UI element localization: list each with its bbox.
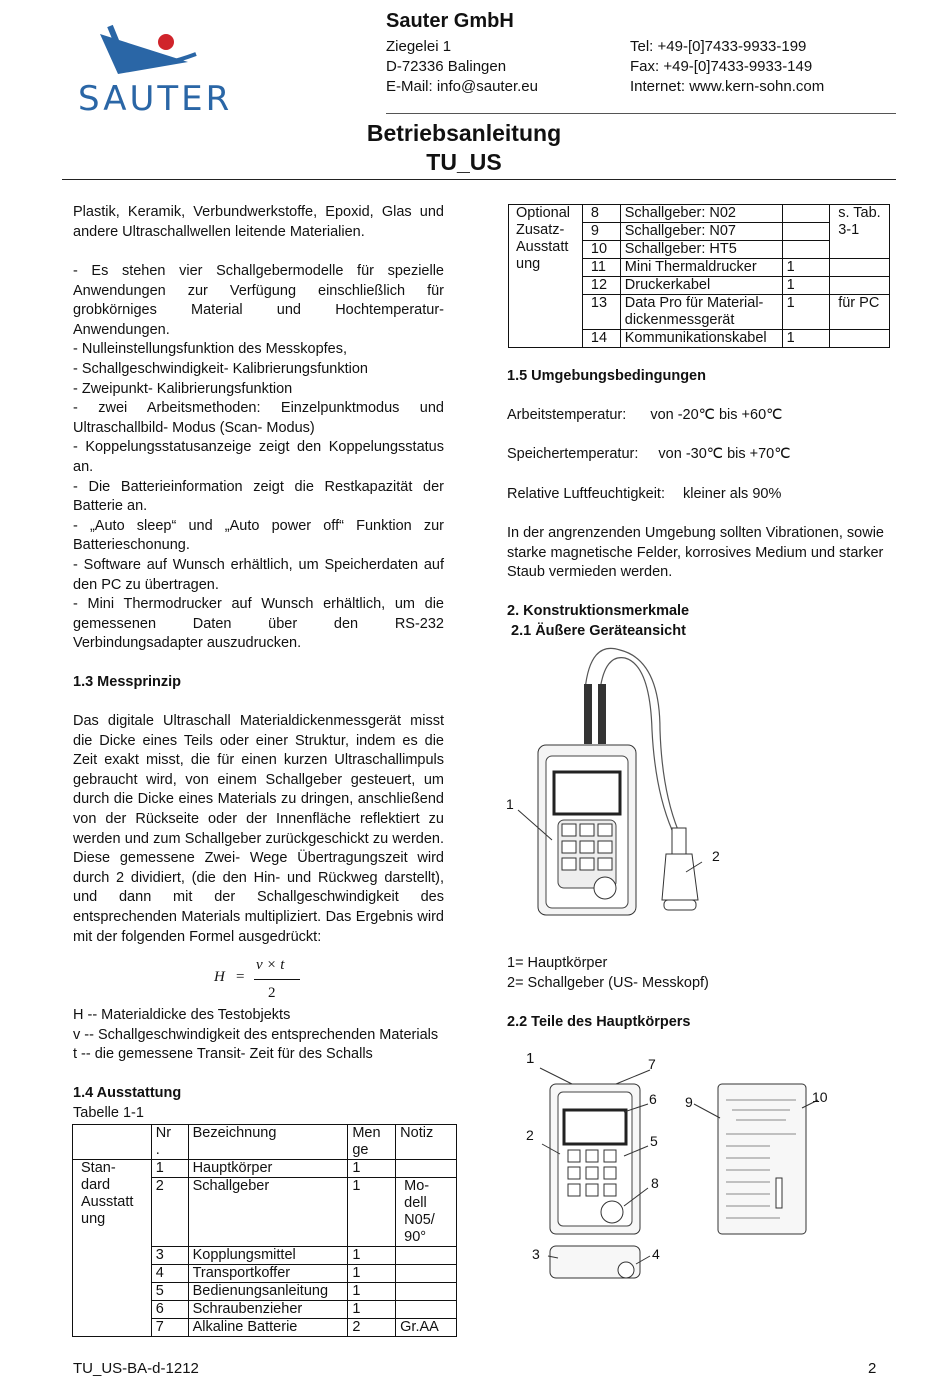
table-cell: 1: [348, 1178, 396, 1247]
table-cell: Kopplungsmittel: [188, 1247, 348, 1265]
table-cell: Schallgeber: HT5: [620, 241, 782, 259]
formula-numerator: v × t: [256, 957, 285, 973]
table-cell: Transportkoffer: [188, 1265, 348, 1283]
list-item: - Es stehen vier Schallgebermodelle für spezielle Anwendungen zur Verfügung einschließlich für grobkörniges Material und Hochtemperatur-Anwendungen.: [73, 263, 444, 338]
table-cell: 1: [782, 295, 830, 330]
page-subtitle: TU_US: [426, 149, 502, 175]
env-note: In der angrenzenden Umgebung sollten Vibrationen, sowie starke magnetische Felder, korrosives Medium und starker Staub vermieden werden.: [507, 525, 884, 581]
list-item: - Software auf Wunsch erhältlich, um Speicherdaten auf den PC zu übertragen.: [73, 556, 444, 593]
env-label: Relative Luftfeuchtigkeit:: [507, 486, 665, 502]
table-row: [509, 205, 890, 223]
table-cell: Hauptkörper: [188, 1160, 348, 1178]
table-cell: 6: [151, 1301, 188, 1319]
thickness-gauge-illustration: [500, 640, 740, 920]
table-cell: 1: [348, 1247, 396, 1265]
table-cell: Schraubenzieher: [188, 1301, 348, 1319]
address-line: Ziegelei 1: [386, 38, 452, 55]
fraction-bar: [254, 979, 300, 980]
list-item: - Schallgeschwindigkeit- Kalibrierungsfunktion: [73, 360, 368, 377]
figure-callout: 4: [652, 1246, 660, 1262]
table-cell: 2: [348, 1319, 396, 1337]
list-item: - Die Batterieinformation zeigt die Restkapazität der Batterie an.: [73, 478, 444, 515]
figure-callout: 2: [526, 1127, 534, 1143]
figure-callout: 3: [532, 1246, 540, 1262]
figure-callout: 5: [650, 1133, 658, 1149]
table-cell: Schallgeber: N02: [620, 205, 782, 223]
env-value: von -20℃ bis +60℃: [650, 407, 783, 423]
table-cell: 1: [151, 1160, 188, 1178]
header-rule: [386, 113, 896, 114]
table-caption: Tabelle 1-1: [73, 1105, 144, 1121]
list-item: - Nulleinstellungsfunktion des Messkopfes,: [73, 341, 348, 358]
optional-equipment-table: [508, 204, 890, 348]
table-cell: 3: [151, 1247, 188, 1265]
table-cell: Druckerkabel: [620, 277, 782, 295]
section-heading: 1.3 Messprinzip: [73, 674, 181, 690]
table-cell: 12: [582, 277, 620, 295]
section-paragraph: Das digitale Ultraschall Materialdickenmessgerät misst die Dicke eines Teils oder einer Struktur, indem es die Zeit exakt misst, die für einen kurzen Ultraschallimpuls gebraucht wird, von einem Schallgeber gesteuert, um durch die Dicke eines Materials zu dringen, anschließend von der Rückseite oder der Innenfläche reflektiert zu werden und zum Schallgeber zurückgeschickt zu werden. Diese gemessene Zwei- Wege Übertragungszeit wird durch 2 dividiert, (die den Hin- und Rückweg darstellt), und dann mit der Schallgeschwindigkeit des entsprechenden Materials multipliziert. Das Ergebnis wird mit der folgenden Formel ausgedrückt:: [73, 713, 444, 945]
table-header-cell: Bezeichnung: [188, 1125, 348, 1160]
page-number: 2: [868, 1360, 877, 1377]
section-heading: 1.5 Umgebungsbedingungen: [507, 368, 706, 384]
table-cell: [830, 330, 890, 348]
table-cell: 1: [782, 330, 830, 348]
list-item: - Zweipunkt- Kalibrierungsfunktion: [73, 380, 293, 397]
list-item: - „Auto sleep“ und „Auto power off“ Funktion zur Batterieschonung.: [73, 517, 444, 554]
env-label: Speichertemperatur:: [507, 446, 639, 462]
intro-paragraph: Plastik, Keramik, Verbundwerkstoffe, Epoxid, Glas und andere Ultraschallwellen leitende Materialien.: [73, 204, 444, 240]
table-cell: [782, 205, 830, 223]
figure-callout: 10: [812, 1089, 828, 1105]
contact-block: [630, 37, 824, 97]
table-header-cell: Men ge: [348, 1125, 396, 1160]
list-item: - zwei Arbeitsmethoden: Einzelpunktmodus und Ultraschallbild- Modus (Scan- Modus): [73, 400, 444, 436]
table-cell: 1: [348, 1265, 396, 1283]
table-cell: Schallgeber: N07: [620, 223, 782, 241]
table-cell: für PC: [830, 295, 890, 330]
formula: [214, 957, 304, 1005]
address-line: E-Mail: info@sauter.eu: [386, 78, 538, 95]
table-cell: 13: [582, 295, 620, 330]
section-heading: 2.1 Äußere Geräteansicht: [507, 623, 686, 639]
legend-line: 1= Hauptkörper: [507, 955, 608, 971]
table-cell: [782, 241, 830, 259]
figure-callout: 7: [648, 1056, 656, 1072]
formula-denominator: 2: [268, 985, 276, 1001]
table-cell: [830, 277, 890, 295]
figure-callout: 2: [712, 848, 720, 864]
env-value: kleiner als 90%: [683, 486, 782, 502]
footer-doc-id: TU_US-BA-d-1212: [73, 1360, 199, 1377]
table-cell: 11: [582, 259, 620, 277]
table-cell: Mo- dell N05/ 90°: [396, 1178, 457, 1247]
table-cell: [396, 1265, 457, 1283]
group-label-cell: Optional Zusatz- Ausstatt ung: [509, 205, 583, 348]
table-cell: [396, 1247, 457, 1265]
legend-line: v -- Schallgeschwindigkeit des entsprechenden Materials: [73, 1026, 439, 1043]
table-cell: 1: [782, 277, 830, 295]
legend-line: 2= Schallgeber (US- Messkopf): [507, 974, 709, 991]
table-cell: Alkaline Batterie: [188, 1319, 348, 1337]
table-cell: 1: [348, 1160, 396, 1178]
page-title: Betriebsanleitung: [366, 120, 562, 146]
formula-legend: [73, 1006, 453, 1065]
formula-eq: =: [236, 969, 245, 985]
table-row: [73, 1160, 457, 1178]
figure-callout: 6: [649, 1091, 657, 1107]
env-row: [507, 485, 781, 505]
contact-line: Internet: www.kern-sohn.com: [630, 78, 825, 95]
table-cell: 7: [151, 1319, 188, 1337]
table-cell: Gr.AA: [396, 1319, 457, 1337]
table-cell: Schallgeber: [188, 1178, 348, 1247]
list-item: - Mini Thermodrucker auf Wunsch erhältlich, um die gemessenen Daten über den RS-232 Verbindungsadapter auszudrucken.: [73, 596, 444, 652]
env-label: Arbeitstemperatur:: [507, 407, 627, 423]
contact-line: Fax: +49-[0]7433-9933-149: [630, 58, 813, 75]
main-body-parts-illustration: [520, 1046, 840, 1286]
table-cell: 8: [582, 205, 620, 223]
title-rule: [62, 179, 896, 180]
env-row: [507, 406, 782, 426]
table-cell: s. Tab. 3-1: [830, 205, 890, 259]
table-cell: 14: [582, 330, 620, 348]
list-item: - Koppelungsstatusanzeige zeigt den Koppelungsstatus an.: [73, 439, 444, 475]
figure-callout: 9: [685, 1094, 693, 1110]
table-cell: Kommunikationskabel: [620, 330, 782, 348]
parts-figure: [520, 1046, 840, 1286]
legend-line: H -- Materialdicke des Testobjekts: [73, 1007, 291, 1023]
table-cell: 4: [151, 1265, 188, 1283]
table-cell: 10: [582, 241, 620, 259]
address-block: [386, 37, 538, 97]
equipment-table: [72, 1124, 457, 1337]
contact-line: Tel: +49-[0]7433-9933-199: [630, 38, 807, 55]
table-cell: 9: [582, 223, 620, 241]
logo-text: SAUTER: [78, 79, 233, 119]
formula-lhs: H: [214, 969, 225, 985]
table-cell: 1: [782, 259, 830, 277]
table-cell: 1: [348, 1301, 396, 1319]
section-heading: 2. Konstruktionsmerkmale: [507, 603, 690, 619]
section-heading: 1.4 Ausstattung: [73, 1085, 182, 1101]
table-cell: [396, 1283, 457, 1301]
feature-list: [73, 262, 444, 654]
table-header-cell: Notiz: [396, 1125, 457, 1160]
table-cell: 1: [348, 1283, 396, 1301]
table-cell: [73, 1125, 152, 1160]
device-figure: [500, 640, 740, 920]
table-cell: [782, 223, 830, 241]
table-cell: [830, 259, 890, 277]
table-cell: Data Pro für Material- dickenmessgerät: [620, 295, 782, 330]
table-cell: [396, 1160, 457, 1178]
figure-legend: [507, 954, 709, 993]
table-cell: Mini Thermaldrucker: [620, 259, 782, 277]
legend-line: t -- die gemessene Transit- Zeit für des Schalls: [73, 1046, 373, 1063]
logo: [78, 12, 233, 119]
table-cell: 5: [151, 1283, 188, 1301]
figure-callout: 1: [526, 1050, 535, 1067]
address-line: D-72336 Balingen: [386, 58, 507, 75]
table-header-cell: Nr .: [151, 1125, 188, 1160]
section-heading: 2.2 Teile des Hauptkörpers: [507, 1014, 691, 1030]
table-cell: 2: [151, 1178, 188, 1247]
figure-callout: 8: [651, 1175, 659, 1191]
table-header-row: [73, 1125, 457, 1160]
table-cell: [396, 1301, 457, 1319]
figure-callout: 1: [506, 796, 514, 812]
logo-emblem: [78, 12, 218, 82]
company-name: Sauter GmbH: [386, 10, 514, 32]
table-cell: Bedienungsanleitung: [188, 1283, 348, 1301]
group-label-cell: Stan- dard Ausstatt ung: [73, 1160, 152, 1337]
env-value: von -30℃ bis +70℃: [658, 446, 791, 462]
env-row: [507, 445, 791, 465]
